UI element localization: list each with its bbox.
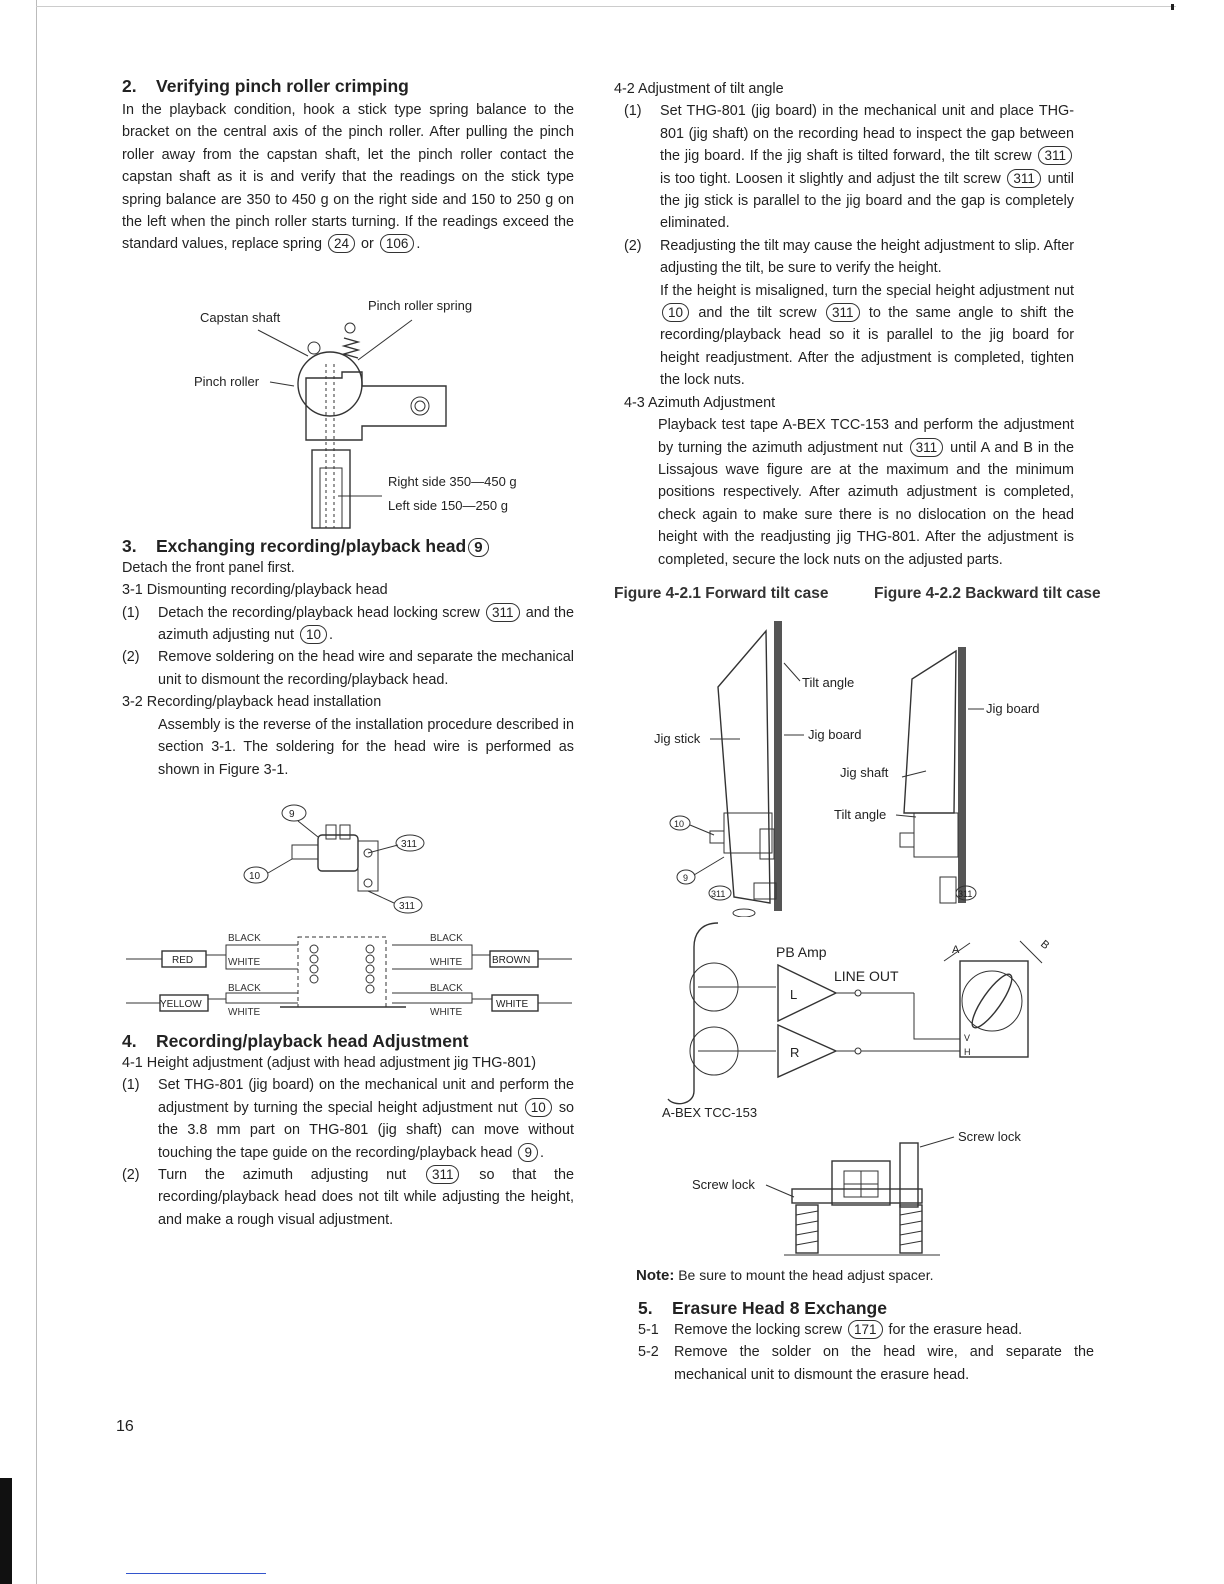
section2-body: In the playback condition, hook a stick type spring balance to the bracket on the central axis of the pinch roller. After pulling the pinch roller away from the capstan shaft, let the pinch roller contact the capstan shaft as it is and verify that the readings on the stick type spring balance are 350 to 450 g on the right side and 150 to 250 g on the left when the pinch roller starts turning. If the readings exceed the standard values, replace spring 24 or 106 .: [122, 102, 574, 253]
section4-3-heading: 4-3 Azimuth Adjustment: [624, 394, 776, 411]
svg-text:Jig board: Jig board: [808, 726, 862, 742]
bottom-underline: [126, 1573, 266, 1574]
svg-text:BLACK: BLACK: [430, 982, 463, 994]
section3-heading: 3. Exchanging recording/playback head 9: [122, 536, 574, 557]
pinch-roller-figure: [122, 268, 574, 530]
svg-text:PB Amp: PB Amp: [776, 943, 827, 960]
figure-captions: [614, 585, 1154, 603]
svg-text:BLACK: BLACK: [228, 982, 261, 994]
svg-text:R: R: [790, 1044, 800, 1060]
svg-text:H: H: [964, 1046, 971, 1057]
svg-text:A-BEX TCC-153: A-BEX TCC-153: [662, 1104, 758, 1120]
page-left-edge: [36, 0, 37, 1584]
svg-text:WHITE: WHITE: [430, 1006, 463, 1015]
section2-heading: 2. Verifying pinch roller crimping: [122, 76, 409, 96]
section3-intro: Detach the front panel first.: [122, 559, 295, 576]
wire-yellow: YELLOW: [160, 998, 202, 1010]
ref-9-heading: 9: [468, 538, 488, 557]
page-number: 16: [116, 1418, 134, 1435]
section3-item-2: (2) Remove soldering on the head wire and separate the mechanical unit to dismount the recording/playback head.: [122, 649, 574, 688]
figure-4-2-1-caption: Figure 4-2.1 Forward tilt case: [614, 584, 829, 602]
svg-text:311: 311: [711, 888, 726, 899]
scan-binding-bar: [0, 1478, 12, 1584]
head-assembly-figure: [122, 795, 574, 925]
wire-brown: BROWN: [492, 954, 531, 966]
svg-text:Jig stick: Jig stick: [654, 730, 701, 746]
right-column: [614, 78, 1154, 1386]
left-column: [122, 76, 574, 1231]
section5-heading: 5. Erasure Head 8 Exchange: [638, 1297, 887, 1318]
svg-text:311: 311: [958, 888, 973, 899]
label-pinch-roller: Pinch roller: [194, 373, 260, 389]
svg-text:Tilt angle: Tilt angle: [802, 674, 855, 690]
svg-text:WHITE: WHITE: [430, 956, 463, 968]
section4-2-item-2: (2) Readjusting the tilt may cause the height adjustment to slip. After adjusting the tilt, be sure to verify the height. If the height is misaligned, turn the special height adjustment nut 10 and the tilt screw 311 to the same angle to shift the recording/playback head so it is parallel to the jig board for height readjustment. After the adjustment is completed, tighten the lock nuts.: [624, 237, 1075, 389]
svg-text:311: 311: [401, 838, 417, 850]
screw-lock-figure: [614, 1127, 1054, 1257]
svg-text:10: 10: [674, 818, 685, 829]
section4-item-1: (1) Set THG-801 (jig board) on the mechanical unit and perform the adjustment by turning the special height adjustment nut 10 so the 3.8 mm part on THG-801 (jig shaft) can move without touching the tape guide on the recording/playback head 9 .: [122, 1077, 575, 1161]
svg-text:A: A: [952, 943, 960, 956]
ref-24: 24: [328, 234, 355, 253]
svg-text:BLACK: BLACK: [228, 932, 261, 944]
svg-text:WHITE: WHITE: [228, 1006, 261, 1015]
svg-text:BLACK: BLACK: [430, 932, 463, 944]
svg-text:10: 10: [249, 870, 261, 882]
section3-2-heading: 3-2 Recording/playback head installation: [122, 694, 382, 711]
svg-text:Jig board: Jig board: [986, 700, 1040, 716]
label-capstan-shaft: Capstan shaft: [200, 309, 281, 325]
section3-1-heading: 3-1 Dismounting recording/playback head: [122, 582, 388, 599]
svg-text:WHITE: WHITE: [228, 956, 261, 968]
svg-text:LINE OUT: LINE OUT: [834, 967, 899, 984]
section4-2-heading: 4-2 Adjustment of tilt angle: [614, 81, 784, 97]
section4-2-item-1: (1) Set THG-801 (jig board) in the mechanical unit and place THG-801 (jig shaft) on the recording head to inspect the gap between the jig board. If the jig shaft is tilted forward, the tilt screw 311 is too tight. Loosen it slightly and adjust the tilt screw 311 until the jig stick is parallel to the jig board and the gap is completely eliminated.: [624, 103, 1074, 232]
note: Note: Be sure to mount the head adjust spacer.: [636, 1266, 934, 1284]
ref-106: 106: [380, 234, 415, 253]
svg-text:Screw lock: Screw lock: [958, 1128, 1021, 1144]
pb-amp-lissajous-figure: [614, 921, 1054, 1121]
section3-item-1: (1) Detach the recording/playback head locking screw 311 and the azimuth adjusting nut 10 .: [122, 604, 575, 644]
scan-mark: [1171, 4, 1174, 10]
label-right-side: Right side 350—450 g: [388, 473, 517, 489]
section4-item-2: (2) Turn the azimuth adjusting nut 311 so that the recording/playback head does not tilt while adjusting the height, and make a rough visual adjustment.: [122, 1166, 575, 1228]
figure-4-2-2-caption: Figure 4-2.2 Backward tilt case: [874, 584, 1101, 602]
svg-text:Screw lock: Screw lock: [692, 1176, 755, 1192]
section5-item-2: 5-2 Remove the solder on the head wire, and separate the mechanical unit to dismount the erasure head.: [638, 1344, 1094, 1383]
page-top-edge: [36, 6, 1176, 7]
label-left-side: Left side 150—250 g: [388, 497, 508, 513]
label-pinch-roller-spring: Pinch roller spring: [368, 297, 473, 313]
svg-text:Tilt angle: Tilt angle: [834, 806, 887, 822]
section5-item-1: 5-1 Remove the locking screw 171 for the erasure head.: [638, 1321, 1023, 1338]
section4-3-body: Playback test tape A-BEX TCC-153 and perform the adjustment by turning the azimuth adjustment nut 311 until A and B in the Lissajous wave figure are at the maximum and the minimum positions respectively. After azimuth adjustment is completed, check again to make sure there is no dislocation on the head height with the readjusting jig THG-801. After the adjustment is completed, secure the lock nuts on the adjusted parts.: [658, 417, 1075, 568]
wiring-diagram: [122, 929, 574, 1015]
section3-2-body: Assembly is the reverse of the installation procedure described in section 3-1. The soldering for the head wire is performed as shown in Figure 3-1.: [158, 716, 574, 778]
svg-text:B: B: [1038, 938, 1052, 952]
tilt-case-figures: [614, 607, 1054, 917]
section4-1-heading: 4-1 Height adjustment (adjust with head adjustment jig THG-801): [122, 1054, 537, 1071]
wire-white-box: WHITE: [496, 998, 529, 1010]
section4-heading: 4. Recording/playback head Adjustment: [122, 1030, 469, 1051]
svg-text:9: 9: [289, 808, 295, 820]
svg-text:Jig shaft: Jig shaft: [840, 764, 889, 780]
svg-text:9: 9: [683, 872, 689, 883]
svg-text:311: 311: [399, 900, 415, 912]
svg-text:V: V: [964, 1032, 971, 1043]
svg-text:L: L: [790, 986, 798, 1002]
wire-red: RED: [172, 954, 194, 966]
